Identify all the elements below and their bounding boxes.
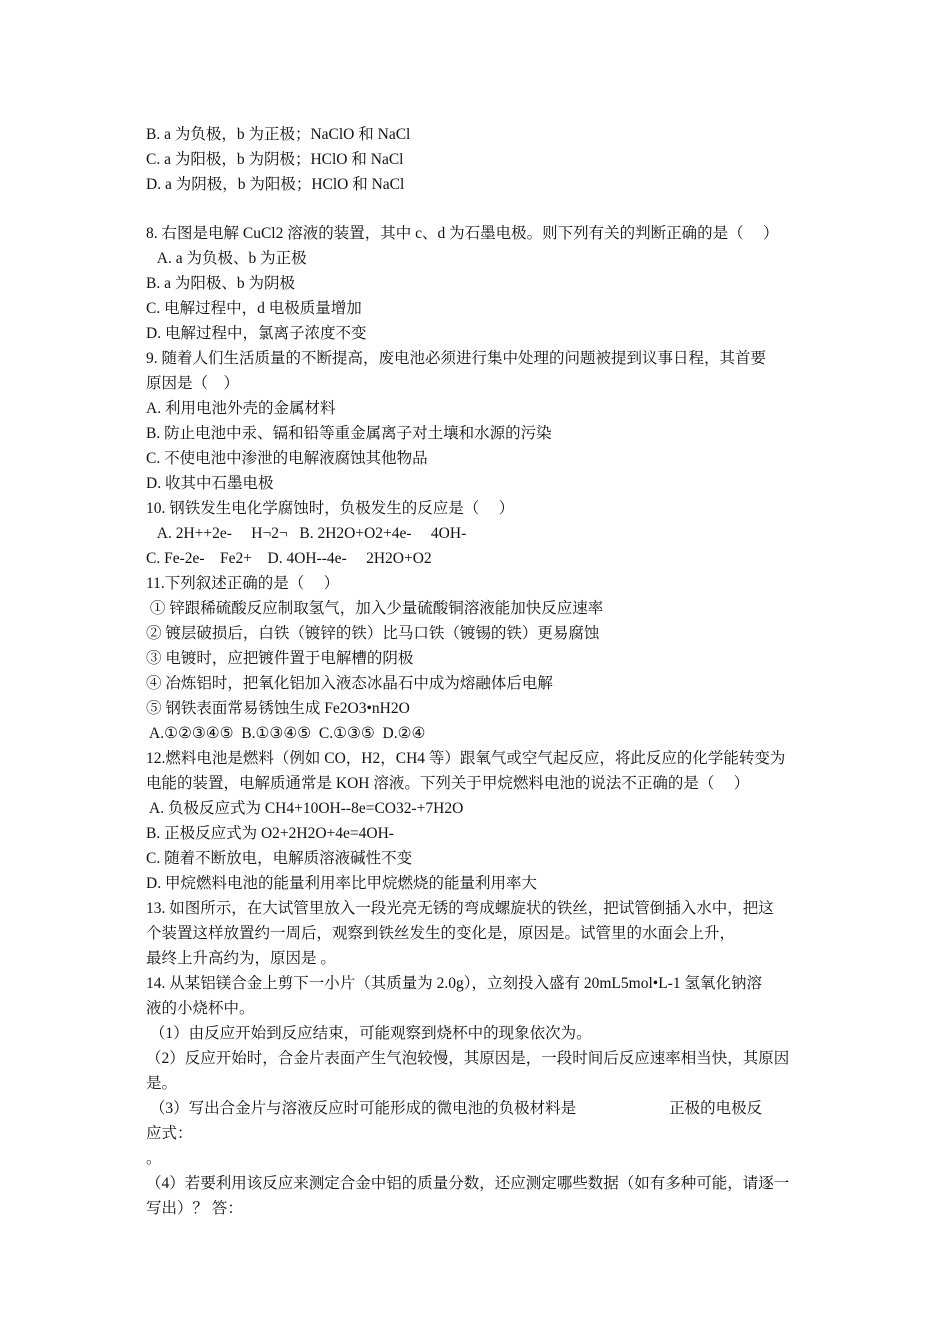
text-line: 个装置这样放置约一周后，观察到铁丝发生的变化是，原因是。试管里的水面会上升， xyxy=(146,925,736,942)
text-line: A.①②③④⑤ B.①③④⑤ C.①③⑤ D.②④ xyxy=(146,725,426,742)
text-line: 是。 xyxy=(146,1075,178,1092)
text-line: D. 电解过程中，氯离子浓度不变 xyxy=(146,325,367,342)
text-line: D. a 为阴极，b 为阳极；HClO 和 NaCl xyxy=(146,176,405,193)
paragraph-gap xyxy=(146,197,811,221)
text-line: C. 不使电池中渗泄的电解液腐蚀其他物品 xyxy=(146,450,428,467)
questions-block xyxy=(146,221,811,1221)
text-line: 12.燃料电池是燃料（例如 CO，H2，CH4 等）跟氧气或空气起反应，将此反应的化学能转变为 xyxy=(146,750,786,767)
text-line: B. a 为阳极、b 为阴极 xyxy=(146,275,295,292)
text-line: C. a 为阳极，b 为阴极；HClO 和 NaCl xyxy=(146,151,404,168)
text-line: D. 甲烷燃料电池的能量利用率比甲烷燃烧的能量利用率大 xyxy=(146,875,537,892)
text-line: 写出）？ 答： xyxy=(146,1200,243,1217)
text-line: ③ 电镀时，应把镀件置于电解槽的阴极 xyxy=(146,650,414,667)
text-line: 11.下列叙述正确的是（ ） xyxy=(146,575,340,592)
text-line: C. 随着不断放电，电解质溶液碱性不变 xyxy=(146,850,413,867)
text-line: 13. 如图所示，在大试管里放入一段光亮无锈的弯成螺旋状的铁丝，把试管倒插入水中，把这 xyxy=(146,900,774,917)
text-line: A. 负极反应式为 CH4+10OH--8e=CO32-+7H2O xyxy=(146,800,464,817)
document-body xyxy=(146,122,811,1221)
text-line: （3）写出合金片与溶液反应时可能形成的微电池的负极材料是 正极的电极反 xyxy=(146,1100,763,1117)
text-line: 电能的装置，电解质通常是 KOH 溶液。下列关于甲烷燃料电池的说法不正确的是（ ） xyxy=(146,775,750,792)
text-line: 。 xyxy=(146,1150,162,1167)
text-line: B. a 为负极，b 为正极；NaClO 和 NaCl xyxy=(146,126,411,143)
text-line: 10. 钢铁发生电化学腐蚀时，负极发生的反应是（ ） xyxy=(146,500,515,517)
text-line: 8. 右图是电解 CuCl2 溶液的装置，其中 c、d 为石墨电极。则下列有关的判断正确的是（ ） xyxy=(146,225,779,242)
text-line: ④ 冶炼铝时，把氧化铝加入液态冰晶石中成为熔融体后电解 xyxy=(146,675,553,692)
text-line: 9. 随着人们生活质量的不断提高，废电池必须进行集中处理的问题被提到议事日程，其首要 xyxy=(146,350,767,367)
text-line: A. a 为负极、b 为正极 xyxy=(146,250,307,267)
text-line: （4）若要利用该反应来测定合金中铝的质量分数，还应测定哪些数据（如有多种可能，请逐一 xyxy=(146,1175,790,1192)
text-line: ② 镀层破损后，白铁（镀锌的铁）比马口铁（镀锡的铁）更易腐蚀 xyxy=(146,625,600,642)
text-line: 原因是（ ） xyxy=(146,375,240,392)
text-line: ① 锌跟稀硫酸反应制取氢气，加入少量硫酸铜溶液能加快反应速率 xyxy=(146,600,604,617)
text-line: （1）由反应开始到反应结束，可能观察到烧杯中的现象依次为。 xyxy=(146,1025,592,1042)
text-line: 最终上升高约为，原因是 。 xyxy=(146,950,336,967)
text-line: B. 正极反应式为 O2+2H2O+4e=4OH- xyxy=(146,825,394,842)
text-line: A. 2H++2e- H¬2¬ B. 2H2O+O2+4e- 4OH- xyxy=(146,525,467,542)
text-line: D. 收其中石墨电极 xyxy=(146,475,274,492)
text-line: A. 利用电池外壳的金属材料 xyxy=(146,400,336,417)
text-line: ⑤ 钢铁表面常易锈蚀生成 Fe2O3•nH2O xyxy=(146,700,410,717)
text-line: 应式： xyxy=(146,1125,193,1142)
text-line: B. 防止电池中汞、镉和铅等重金属离子对土壤和水源的污染 xyxy=(146,425,552,442)
text-line: C. Fe-2e- Fe2+ D. 4OH--4e- 2H2O+O2 xyxy=(146,550,432,567)
text-line: C. 电解过程中，d 电极质量增加 xyxy=(146,300,362,317)
text-line: 14. 从某铝镁合金上剪下一小片（其质量为 2.0g），立刻投入盛有 20mL5mol•L-1 氢氧化钠溶 xyxy=(146,975,762,992)
text-line: 液的小烧杯中。 xyxy=(146,1000,255,1017)
text-line: （2）反应开始时，合金片表面产生气泡较慢，其原因是，一段时间后反应速率相当快，其原因 xyxy=(146,1050,790,1067)
